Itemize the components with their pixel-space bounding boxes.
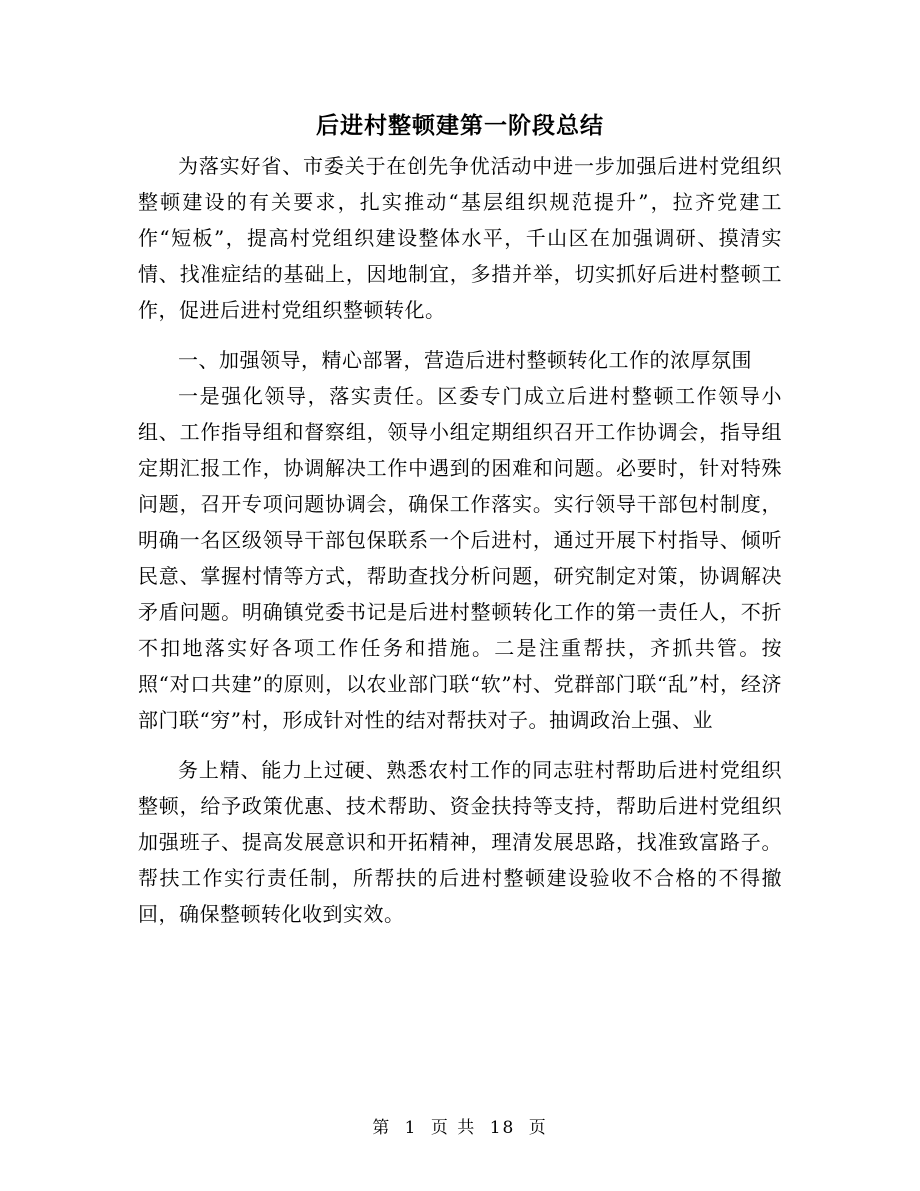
footer-page-number: 1 [404, 1118, 418, 1138]
section-heading-1: 一、加强领导，精心部署，营造后进村整顿转化工作的浓厚氛围 [178, 348, 752, 372]
footer-total-pages: 18 [489, 1118, 516, 1138]
paragraph-support: 务上精、能力上过硬、熟悉农村工作的同志驻村帮助后进村党组织整顿，给予政策优惠、技术帮助、资金扶持等支持，帮助后进村党组织加强班子、提高发展意识和开拓精神，理清发展思路，找准致富路子。帮扶工作实行责任制，所帮扶的后进村整顿建设验收不合格的不得撤回，确保整顿转化收到实效。 [138, 758, 782, 926]
paragraph-intro: 为落实好省、市委关于在创先争优活动中进一步加强后进村党组织整顿建设的有关要求，扎实推动“基层组织规范提升”，拉齐党建工作“短板”，提高村党组织建设整体水平，千山区在加强调研、摸清实情、找准症结的基础上，因地制宜，多措并举，切实抓好后进村整顿工作，促进后进村党组织整顿转化。 [138, 154, 782, 322]
footer-middle: 页 共 [430, 1118, 477, 1138]
footer-suffix: 页 [528, 1118, 548, 1138]
footer-prefix: 第 [372, 1118, 392, 1138]
page-footer [0, 1116, 920, 1140]
document-title: 后进村整顿建第一阶段总结 [316, 112, 604, 139]
paragraph-leadership: 一是强化领导，落实责任。区委专门成立后进村整顿工作领导小组、工作指导组和督察组，领导小组定期组织召开工作协调会，指导组定期汇报工作，协调解决工作中遇到的困难和问题。必要时，针对特殊问题，召开专项问题协调会，确保工作落实。实行领导干部包村制度，明确一名区级领导干部包保联系一个后进村，通过开展下村指导、倾听民意、掌握村情等方式，帮助查找分析问题，研究制定对策，协调解决矛盾问题。明确镇党委书记是后进村整顿转化工作的第一责任人，不折不扣地落实好各项工作任务和措施。二是注重帮扶，齐抓共管。按照“对口共建”的原则，以农业部门联“软”村、党群部门联“乱”村，经济部门联“穷”村，形成针对性的结对帮扶对子。抽调政治上强、业 [138, 384, 782, 732]
document-body [138, 148, 782, 932]
